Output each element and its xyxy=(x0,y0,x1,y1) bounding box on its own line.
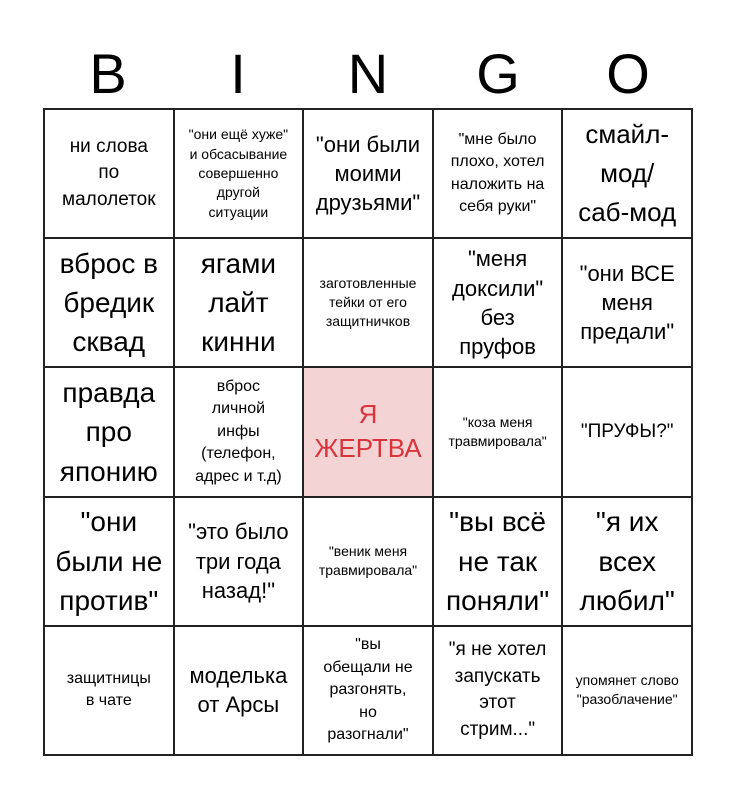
cell-text: "веник меня травмировала" xyxy=(318,542,418,579)
cell-text: упомянет слово "разоблачение" xyxy=(575,672,679,708)
header-letter-g: G xyxy=(476,42,520,105)
bingo-cell[interactable] xyxy=(303,109,433,238)
cell-text: "меня доксили" без пруфов xyxy=(452,246,544,360)
bingo-cell[interactable] xyxy=(433,367,563,496)
bingo-cell[interactable] xyxy=(44,238,174,367)
cell-text: "вы обещали не разгонять, но разогнали" xyxy=(323,636,413,743)
cell-text: "я их всех любил" xyxy=(579,506,675,616)
cell-text: "коза меня травмировала" xyxy=(448,413,547,449)
cell-text: "они ВСЕ меня предали" xyxy=(579,260,675,345)
cell-text: защитницы в чате xyxy=(66,670,151,710)
cell-text: вброс личной инфы (телефон, адрес и т.д) xyxy=(195,378,282,485)
cell-text: ягами лайт кинни xyxy=(200,248,276,358)
bingo-cell[interactable] xyxy=(174,497,304,626)
bingo-cell[interactable] xyxy=(174,109,304,238)
cell-text: заготовленные тейки от его защитничков xyxy=(319,274,417,330)
header-letter-o: O xyxy=(606,42,650,105)
bingo-cell[interactable] xyxy=(433,238,563,367)
bingo-header xyxy=(43,40,693,108)
cell-text: "они были не против" xyxy=(55,506,163,616)
cell-text: моделька от Арсы xyxy=(189,663,288,718)
cell-text: "это было три года назад!" xyxy=(188,519,289,603)
bingo-cell[interactable] xyxy=(562,238,692,367)
bingo-cell[interactable] xyxy=(44,626,174,755)
bingo-cell[interactable] xyxy=(303,238,433,367)
bingo-cell[interactable] xyxy=(562,497,692,626)
bingo-cell[interactable] xyxy=(44,497,174,626)
cell-text: "я не хотел запускать этот стрим..." xyxy=(448,639,547,740)
bingo-cell[interactable] xyxy=(303,626,433,755)
header-letter-n: N xyxy=(347,42,389,105)
cell-text: смайл- мод/ саб-мод xyxy=(578,119,677,228)
cell-text: ни слова по малолеток xyxy=(62,135,156,210)
bingo-cell[interactable] xyxy=(174,367,304,496)
bingo-cell[interactable] xyxy=(433,109,563,238)
bingo-cell[interactable] xyxy=(433,497,563,626)
free-space-cell[interactable] xyxy=(303,367,433,496)
cell-text: "вы всё не так поняли" xyxy=(445,506,550,616)
bingo-cell[interactable] xyxy=(562,367,692,496)
header-letter-b: B xyxy=(89,42,127,105)
cell-text: "ПРУФЫ?" xyxy=(580,420,674,442)
bingo-cell[interactable] xyxy=(174,238,304,367)
cell-text: правда про японию xyxy=(59,377,158,487)
header-letter-i: I xyxy=(230,42,246,105)
free-space-text: Я ЖЕРТВА xyxy=(314,399,422,463)
bingo-board xyxy=(43,108,693,756)
bingo-cell[interactable] xyxy=(303,497,433,626)
cell-text: "мне было плохо, хотел наложить на себя руки" xyxy=(450,130,545,215)
bingo-cell[interactable] xyxy=(44,367,174,496)
cell-text: "они были моими друзьями" xyxy=(315,131,421,216)
cell-text: "они ещё хуже" и обсасывание совершенно другой ситуации xyxy=(188,126,289,220)
bingo-cell[interactable] xyxy=(174,626,304,755)
cell-text: вброс в бредик сквад xyxy=(59,248,158,358)
bingo-cell[interactable] xyxy=(433,626,563,755)
bingo-cell[interactable] xyxy=(44,109,174,238)
bingo-cell[interactable] xyxy=(562,626,692,755)
bingo-cell[interactable] xyxy=(562,109,692,238)
